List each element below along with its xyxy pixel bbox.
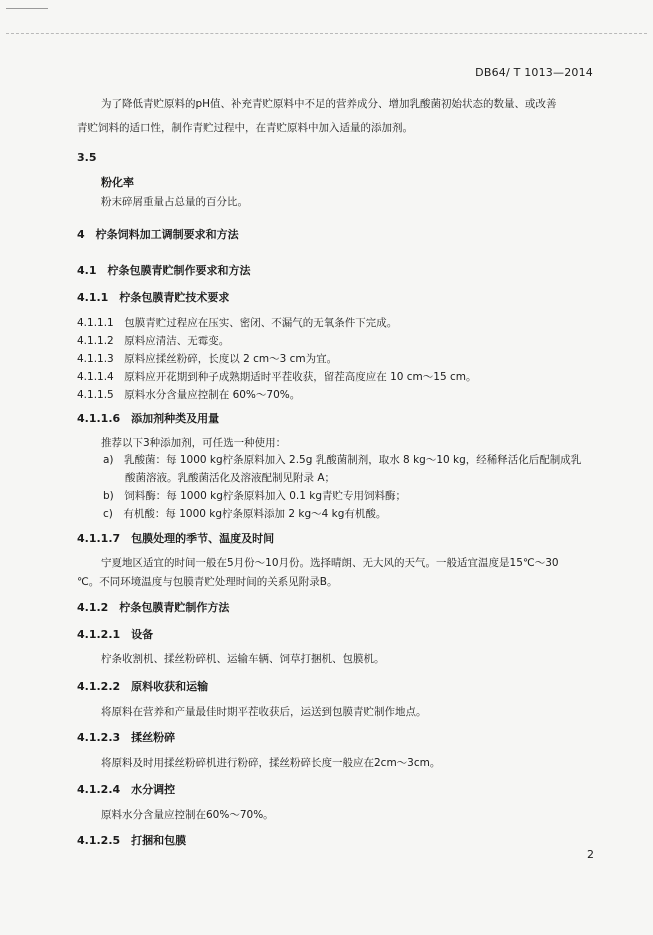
document-number: DB64/ T 1013—2014	[475, 66, 593, 79]
list-item-a-line1: a) 乳酸菌：每 1000 kg柠条原料加入 2.5g 乳酸菌制剂，取水 8 kg～10 kg，经稀释活化后配制成乳	[103, 454, 582, 466]
paragraph-3-4-line1: 为了降低青贮原料的pH值、补充青贮原料中不足的营养成分、增加乳酸菌初始状态的数量、或改善	[101, 98, 557, 110]
crush-paragraph: 将原料及时用揉丝粉碎机进行粉碎，揉丝粉碎长度一般应在2cm～3cm。	[101, 757, 441, 769]
page-number: 2	[587, 848, 594, 861]
heading-4-1-2-5: 4.1.2.5 打捆和包膜	[77, 834, 187, 847]
clause-3-5-term: 粉化率	[101, 176, 134, 189]
clause-4-1-1-1: 4.1.1.1 包膜青贮过程应在压实、密闭、不漏气的无氧条件下完成。	[77, 317, 398, 329]
season-paragraph-line2: ℃。不同环境温度与包膜青贮处理时间的关系见附录B。	[77, 576, 338, 588]
clause-4-1-1-3: 4.1.1.3 原料应揉丝粉碎，长度以 2 cm～3 cm为宜。	[77, 353, 338, 365]
heading-4-1-1: 4.1.1 柠条包膜青贮技术要求	[77, 291, 230, 304]
equipment-paragraph: 柠条收割机、揉丝粉碎机、运输车辆、饲草打捆机、包膜机。	[101, 653, 385, 665]
clause-3-5-definition: 粉末碎屑重量占总量的百分比。	[101, 196, 248, 208]
list-item-b: b) 饲料酶：每 1000 kg柠条原料加入 0.1 kg青贮专用饲料酶；	[103, 490, 407, 502]
heading-4-1-2-4: 4.1.2.4 水分调控	[77, 783, 176, 796]
additive-intro: 推荐以下3种添加剂，可任选一种使用：	[101, 437, 287, 449]
heading-4-1-2-3: 4.1.2.3 揉丝粉碎	[77, 731, 176, 744]
clause-4-1-1-5: 4.1.1.5 原料水分含量应控制在 60%～70%。	[77, 389, 301, 401]
paragraph-3-4-line2: 青贮饲料的适口性，制作青贮过程中，在青贮原料中加入适量的添加剂。	[77, 122, 413, 134]
harvest-paragraph: 将原料在营养和产量最佳时期平茬收获后，运送到包膜青贮制作地点。	[101, 706, 427, 718]
heading-4-1-1-7: 4.1.1.7 包膜处理的季节、温度及时间	[77, 532, 275, 545]
list-item-a-line2: 酸菌溶液。乳酸菌活化及溶液配制见附录 A；	[125, 472, 336, 484]
heading-4: 4 柠条饲料加工调制要求和方法	[77, 228, 239, 241]
list-item-c: c) 有机酸：每 1000 kg柠条原料添加 2 kg～4 kg有机酸。	[103, 508, 387, 520]
heading-4-1: 4.1 柠条包膜青贮制作要求和方法	[77, 264, 251, 277]
heading-4-1-2-2: 4.1.2.2 原料收获和运输	[77, 680, 209, 693]
clause-4-1-1-2: 4.1.1.2 原料应清洁、无霉变。	[77, 335, 230, 347]
heading-4-1-2: 4.1.2 柠条包膜青贮制作方法	[77, 601, 230, 614]
header-rule	[6, 33, 647, 34]
scan-edge-mark	[6, 8, 48, 9]
clause-3-5-number: 3.5	[77, 151, 97, 164]
season-paragraph-line1: 宁夏地区适宜的时间一般在5月份～10月份。选择晴朗、无大风的天气。一般适宜温度是15℃～30	[101, 557, 559, 569]
heading-4-1-1-6: 4.1.1.6 添加剂种类及用量	[77, 412, 220, 425]
clause-4-1-1-4: 4.1.1.4 原料应开花期到种子成熟期适时平茬收获，留茬高度应在 10 cm～15 cm。	[77, 371, 477, 383]
heading-4-1-2-1: 4.1.2.1 设备	[77, 628, 154, 641]
moisture-paragraph: 原料水分含量应控制在60%～70%。	[101, 809, 274, 821]
